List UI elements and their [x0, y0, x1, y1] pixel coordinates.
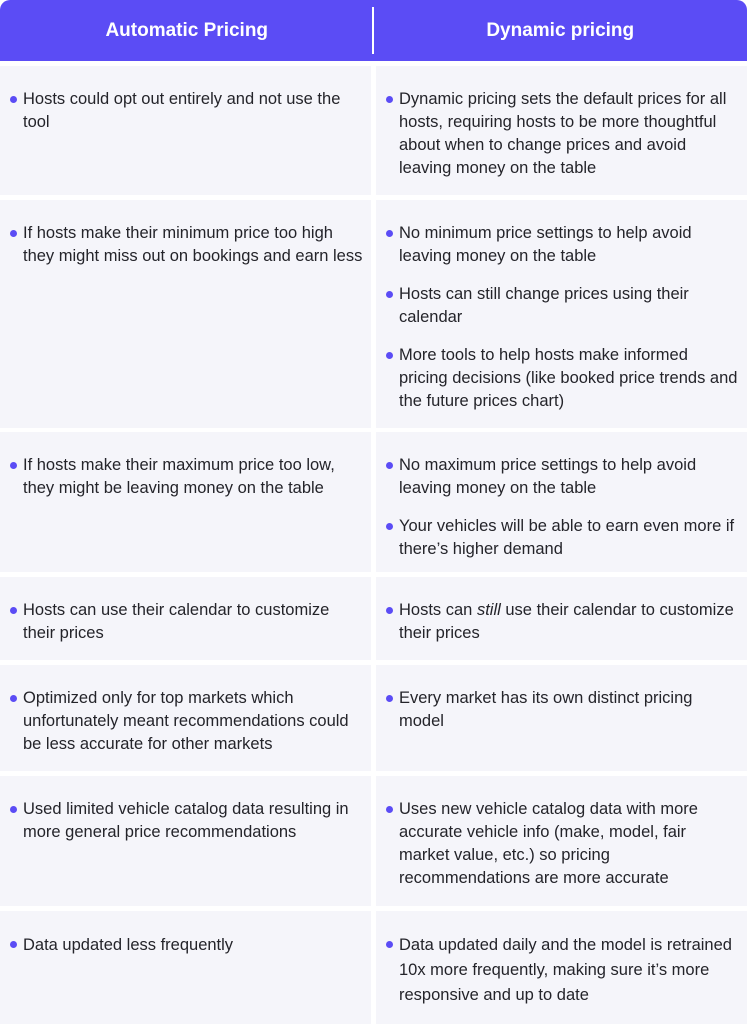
automatic-cell	[0, 776, 371, 906]
bullet-icon	[10, 806, 17, 813]
list-item: If hosts make their minimum price too high they might miss out on bookings and earn less	[8, 222, 363, 268]
dynamic-cell	[376, 911, 747, 1024]
bullet-icon	[386, 607, 393, 614]
automatic-pricing-heading: Automatic Pricing	[105, 19, 269, 41]
list-item: Hosts can still use their calendar to customize their prices	[384, 599, 739, 645]
list-item: Hosts could opt out entirely and not use the tool	[8, 88, 363, 134]
list-item: Hosts can still change prices using their calendar	[384, 283, 739, 329]
bullet-icon	[10, 695, 17, 702]
dynamic-cell	[376, 776, 747, 906]
bullet-icon	[386, 230, 393, 237]
list-item: Every market has its own distinct pricing model	[384, 687, 739, 733]
list-item: Hosts can use their calendar to customize their prices	[8, 599, 363, 645]
table-row	[0, 911, 747, 1024]
list-item: Dynamic pricing sets the default prices for all hosts, requiring hosts to be more thoughtful about when to change prices and avoid leaving money on the table	[384, 88, 739, 180]
table-row	[0, 665, 747, 771]
list-item: Used limited vehicle catalog data resulting in more general price recommendations	[8, 798, 363, 844]
automatic-cell	[0, 200, 371, 428]
bullet-icon	[386, 291, 393, 298]
automatic-cell	[0, 665, 371, 771]
bullet-icon	[10, 96, 17, 103]
list-item: Optimized only for top markets which unfortunately meant recommendations could be less accurate for other markets	[8, 687, 363, 756]
list-item: Data updated less frequently	[8, 933, 363, 958]
automatic-cell	[0, 66, 371, 195]
bullet-icon	[10, 941, 17, 948]
automatic-cell	[0, 911, 371, 1024]
dynamic-cell	[376, 577, 747, 660]
table-row	[0, 66, 747, 195]
table-header	[0, 0, 747, 61]
bullet-icon	[386, 941, 393, 948]
bullet-icon	[386, 695, 393, 702]
list-item: Your vehicles will be able to earn even more if there’s higher demand	[384, 515, 739, 561]
table-row	[0, 577, 747, 660]
dynamic-cell	[376, 665, 747, 771]
list-item: No minimum price settings to help avoid leaving money on the table	[384, 222, 739, 268]
list-item: If hosts make their maximum price too low, they might be leaving money on the table	[8, 454, 363, 500]
automatic-cell	[0, 577, 371, 660]
automatic-cell	[0, 432, 371, 572]
dynamic-cell	[376, 66, 747, 195]
dynamic-cell	[376, 200, 747, 428]
table-row	[0, 776, 747, 906]
list-item: Data updated daily and the model is retrained 10x more frequently, making sure it’s more responsive and up to date	[384, 933, 739, 1008]
list-item: No maximum price settings to help avoid leaving money on the table	[384, 454, 739, 500]
bullet-icon	[386, 96, 393, 103]
dynamic-pricing-heading: Dynamic pricing	[486, 19, 635, 41]
bullet-icon	[386, 806, 393, 813]
bullet-icon	[10, 230, 17, 237]
bullet-icon	[386, 523, 393, 530]
bullet-icon	[386, 462, 393, 469]
header-divider	[372, 7, 374, 54]
bullet-icon	[10, 607, 17, 614]
list-item: More tools to help hosts make informed pricing decisions (like booked price trends and the future prices chart)	[384, 344, 739, 413]
table-row	[0, 200, 747, 428]
list-item: Uses new vehicle catalog data with more accurate vehicle info (make, model, fair market value, etc.) so pricing recommendations are more accurate	[384, 798, 739, 890]
dynamic-cell	[376, 432, 747, 572]
bullet-icon	[10, 462, 17, 469]
table-row	[0, 432, 747, 572]
bullet-icon	[386, 352, 393, 359]
